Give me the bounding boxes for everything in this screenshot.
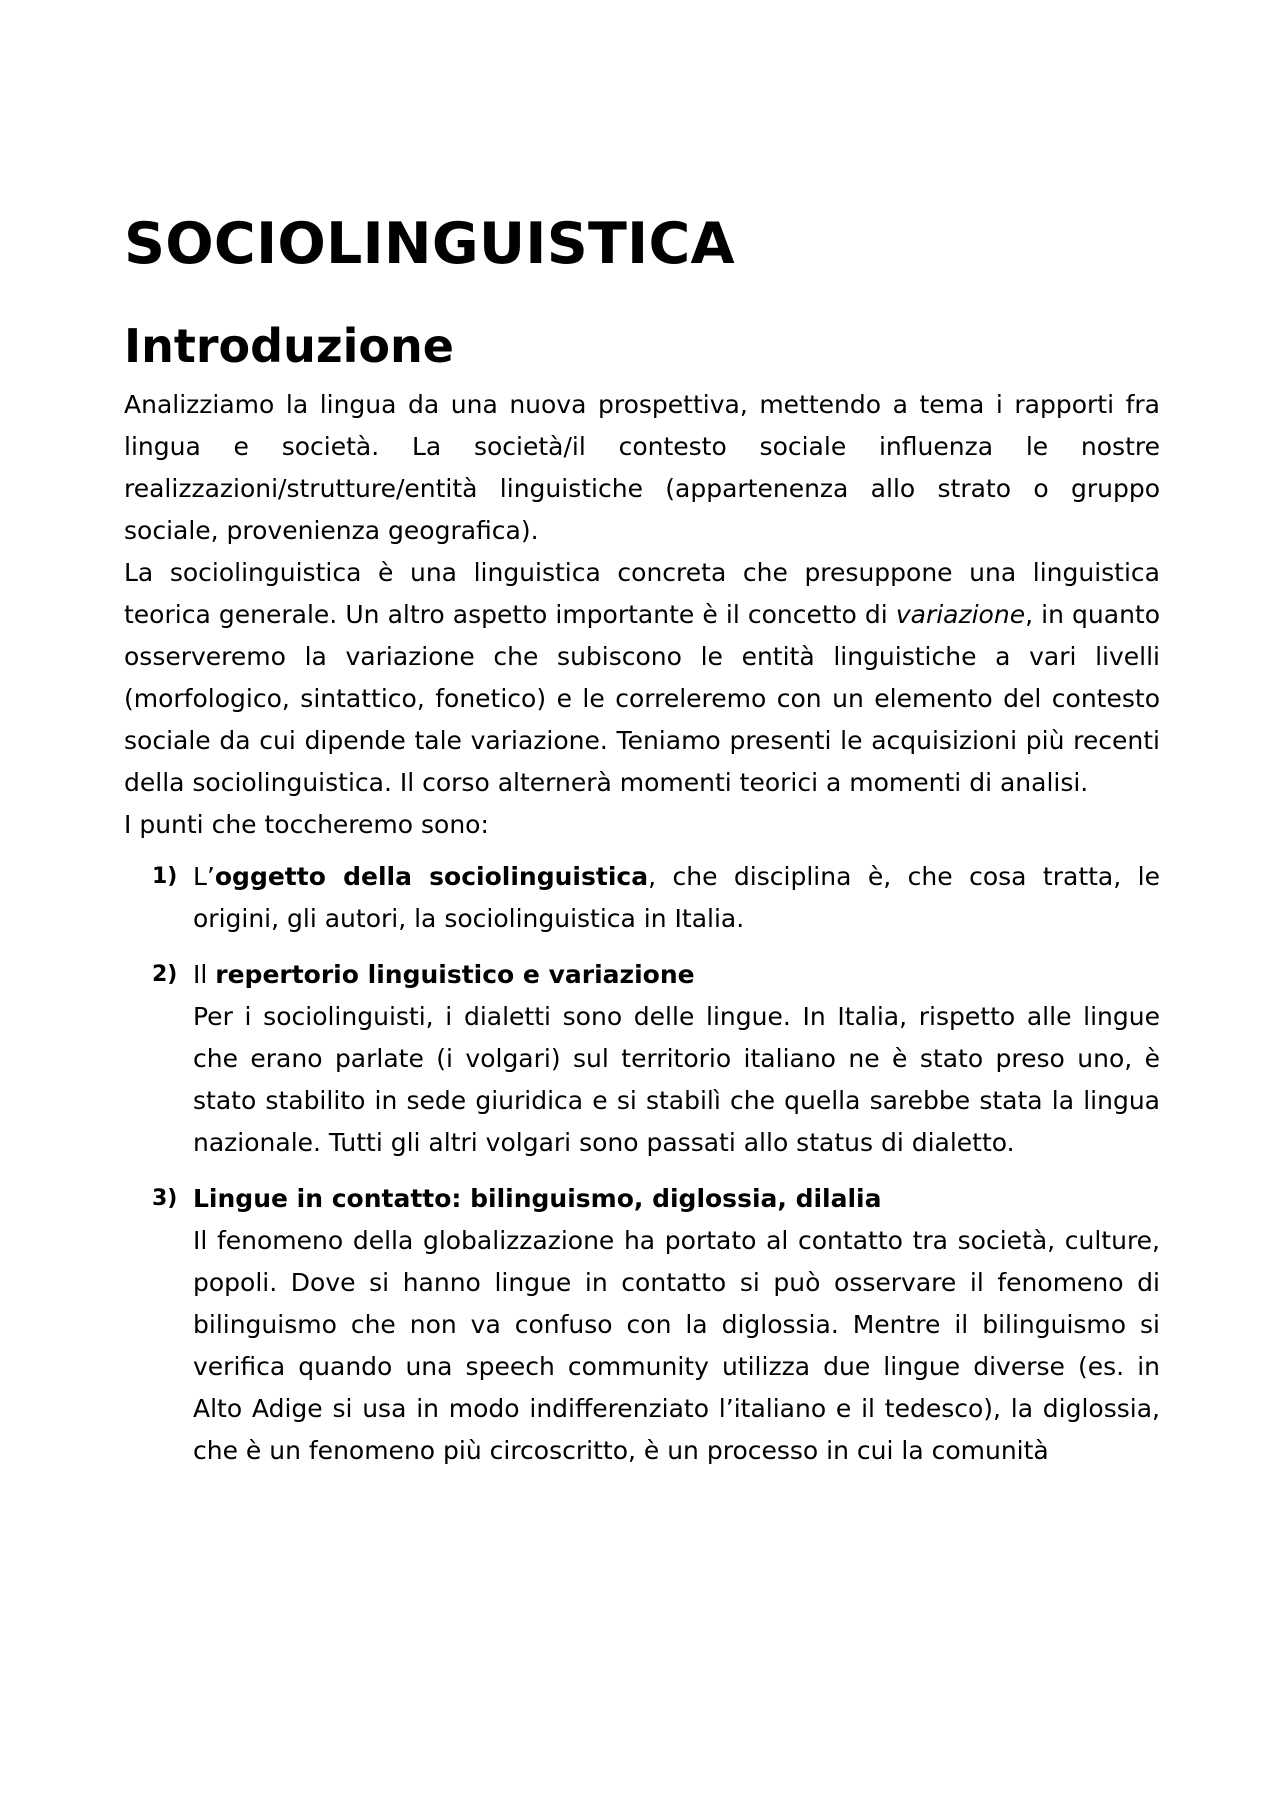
topic-number: 3) [152,1186,178,1211]
topic-item [124,954,1160,1164]
topic-body: Il fenomeno della globalizzazione ha portato al contatto tra società, culture, popoli. Dove si hanno lingue in contatto si può osservare il fenomeno di bilinguismo che non va confuso con la diglossia. Mentre il bilinguismo si verifica quando una speech community utilizza due lingue diverse (es. in Alto Adige si usa in modo indifferenziato l’italiano e il tedesco), la diglossia, che è un fenomeno più circoscritto, è un processo in cui la comunità [193,1226,1160,1465]
topic-text [193,856,1160,940]
topics-list [124,856,1160,1472]
paragraph-2-emphasis: variazione [895,600,1026,629]
topic-heading: repertorio linguistico e variazione [215,960,695,989]
topic-heading: Lingue in contatto: bilinguismo, diglossia, dilalia [193,1184,882,1213]
topic-heading-line [193,954,1160,996]
paragraph-2-text-before: La sociolinguistica è una linguistica concreta che presuppone una linguistica teorica generale. Un altro aspetto importante è il concetto di [124,558,1160,629]
document-title: SOCIOLINGUISTICA [124,211,735,277]
topic-number: 2) [152,962,178,987]
topic-item [124,1178,1160,1472]
document-page [124,200,1160,1486]
topic-suffix: , che disciplina è, che cosa tratta, le origini, gli autori, la sociolinguistica in Italia. [193,862,1160,933]
intro-paragraph-2 [124,552,1160,804]
topic-heading: oggetto della sociolinguistica [214,862,649,891]
list-intro: I punti che toccheremo sono: [124,810,489,839]
intro-paragraph-1: Analizziamo la lingua da una nuova prospettiva, mettendo a tema i rapporti fra lingua e società. La società/il contesto sociale influenza le nostre realizzazioni/strutture/entità linguistiche (appartenenza allo strato o gruppo sociale, provenienza geografica). [124,390,1160,545]
topic-body: Per i sociolinguisti, i dialetti sono delle lingue. In Italia, rispetto alle lingue che erano parlate (i volgari) sul territorio italiano ne è stato preso uno, è stato stabilito in sede giuridica e si stabilì che quella sarebbe stata la lingua nazionale. Tutti gli altri volgari sono passati allo status di dialetto. [193,1002,1160,1157]
topic-item [124,856,1160,940]
section-title: Introduzione [124,319,454,373]
topic-heading-line [193,1178,1160,1220]
topic-number: 1) [152,864,178,889]
paragraph-2-text-after: , in quanto osserveremo la variazione che subiscono le entità linguistiche a vari livelli (morfologico, sintattico, fonetico) e le correleremo con un elemento del contesto sociale da cui dipende tale variazione. Teniamo presenti le acquisizioni più recenti della sociolinguistica. Il corso alternerà momenti teorici a momenti di analisi. [124,600,1161,797]
topic-prefix: Il [193,960,216,989]
topic-prefix: L’ [193,862,215,891]
